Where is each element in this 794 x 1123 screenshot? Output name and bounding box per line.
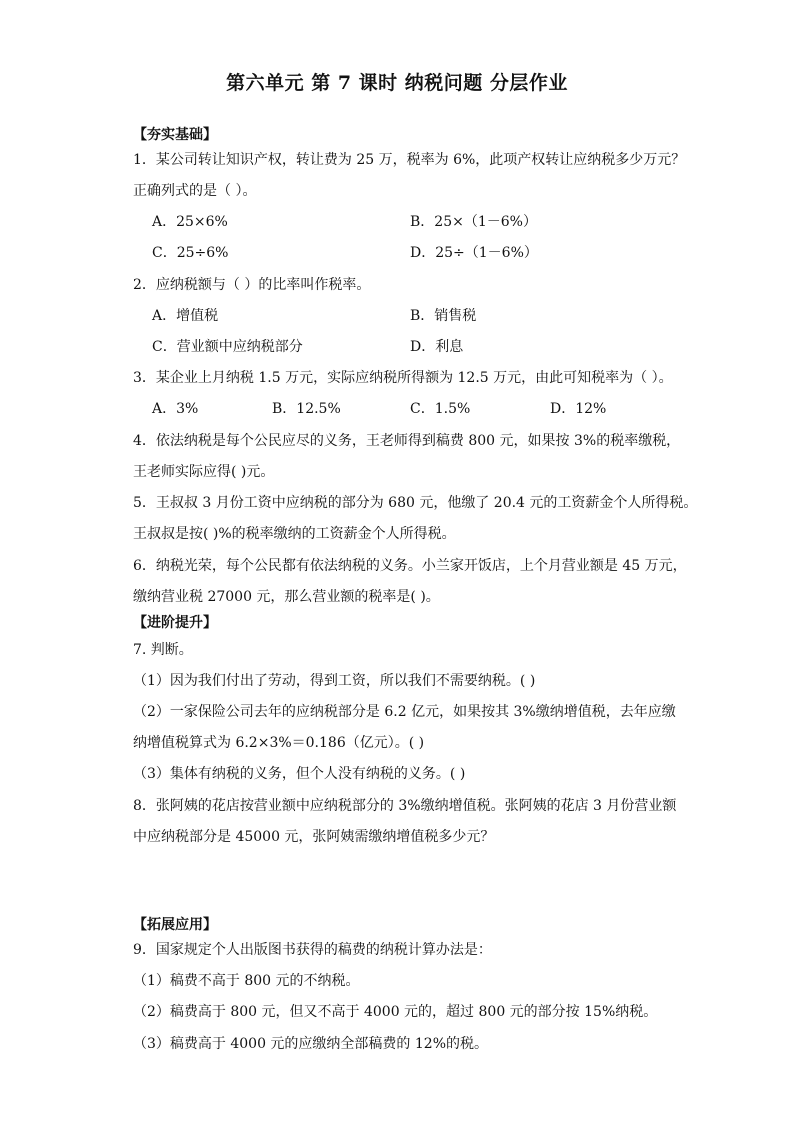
question-7-statement-3: （3）集体有纳税的义务，但个人没有纳税的义务。( ) (133, 766, 466, 782)
question-9-rule-2: （2）稿费高于 800 元，但又不高于 4000 元的，超过 800 元的部分按 15%纳税。 (133, 1004, 658, 1020)
question-2-option-a: A．增值税 (152, 308, 219, 324)
question-4-text: 4．依法纳税是每个公民应尽的义务，王老师得到稿费 800 元，如果按 3%的税率缴税， (133, 433, 681, 449)
question-3-text: 3．某企业上月纳税 1.5 万元，实际应纳税所得额为 12.5 万元，由此可知税率为（ ）。 (133, 370, 673, 386)
question-3-option-d: D．12% (550, 401, 607, 417)
question-1-text: 1．某公司转让知识产权，转让费为 25 万，税率为 6%，此项产权转让应纳税多少万元？ (133, 152, 686, 168)
question-1-option-c: C．25÷6% (152, 245, 229, 261)
section-heading-advanced: 【进阶提升】 (133, 615, 217, 631)
question-9-rule-3: （3）稿费高于 4000 元的应缴纳全部稿费的 12%的税。 (133, 1036, 489, 1052)
question-7-statement-2-cont: 纳增值税算式为 6.2×3%＝0.186（亿元）。( ) (133, 735, 425, 751)
question-8-text-cont: 中应纳税部分是 45000 元，张阿姨需缴纳增值税多少元？ (133, 829, 495, 845)
question-1-prompt: 正确列式的是（ ）。 (133, 183, 257, 199)
question-2-option-b: B．销售税 (410, 308, 477, 324)
question-6-text: 6．纳税光荣，每个公民都有依法纳税的义务。小兰家开饭店，上个月营业额是 45 万元， (133, 558, 687, 574)
question-1-option-d: D．25÷（1－6%） (410, 245, 538, 261)
section-heading-extend: 【拓展应用】 (133, 917, 217, 933)
question-2-option-c: C．营业额中应纳税部分 (152, 339, 303, 355)
question-4-blank-line: 王老师实际应得( )元。 (133, 464, 275, 480)
question-3-option-c: C．1.5% (410, 401, 471, 417)
question-3-option-a: A．3% (152, 401, 199, 417)
question-5-text: 5．王叔叔 3 月份工资中应纳税的部分为 680 元，他缴了 20.4 元的工资薪金个人所得税。 (133, 495, 698, 511)
section-heading-basic: 【夯实基础】 (133, 127, 217, 143)
question-7-text: 7. 判断。 (133, 642, 193, 658)
question-8-text: 8．张阿姨的花店按营业额中应纳税部分的 3%缴纳增值税。张阿姨的花店 3 月份营业额 (133, 798, 677, 814)
question-7-statement-1: （1）因为我们付出了劳动，得到工资，所以我们不需要纳税。( ) (133, 673, 536, 689)
question-6-blank-line: 缴纳营业税 27000 元，那么营业额的税率是( )。 (133, 589, 440, 605)
question-1-option-a: A．25×6% (152, 214, 228, 230)
question-5-blank-line: 王叔叔是按( )%的税率缴纳的工资薪金个人所得税。 (133, 526, 456, 542)
question-9-text: 9．国家规定个人出版图书获得的稿费的纳税计算办法是： (133, 942, 492, 958)
question-9-rule-1: （1）稿费不高于 800 元的不纳税。 (133, 973, 360, 989)
page-title: 第六单元 第 7 课时 纳税问题 分层作业 (226, 72, 568, 94)
question-1-option-b: B．25×（1－6%） (410, 214, 537, 230)
question-3-option-b: B．12.5% (272, 401, 341, 417)
question-2-text: 2．应纳税额与（ ）的比率叫作税率。 (133, 277, 371, 293)
question-7-statement-2: （2）一家保险公司去年的应纳税部分是 6.2 亿元，如果按其 3%缴纳增值税，去年应缴 (133, 704, 676, 720)
question-2-option-d: D．利息 (410, 339, 464, 355)
